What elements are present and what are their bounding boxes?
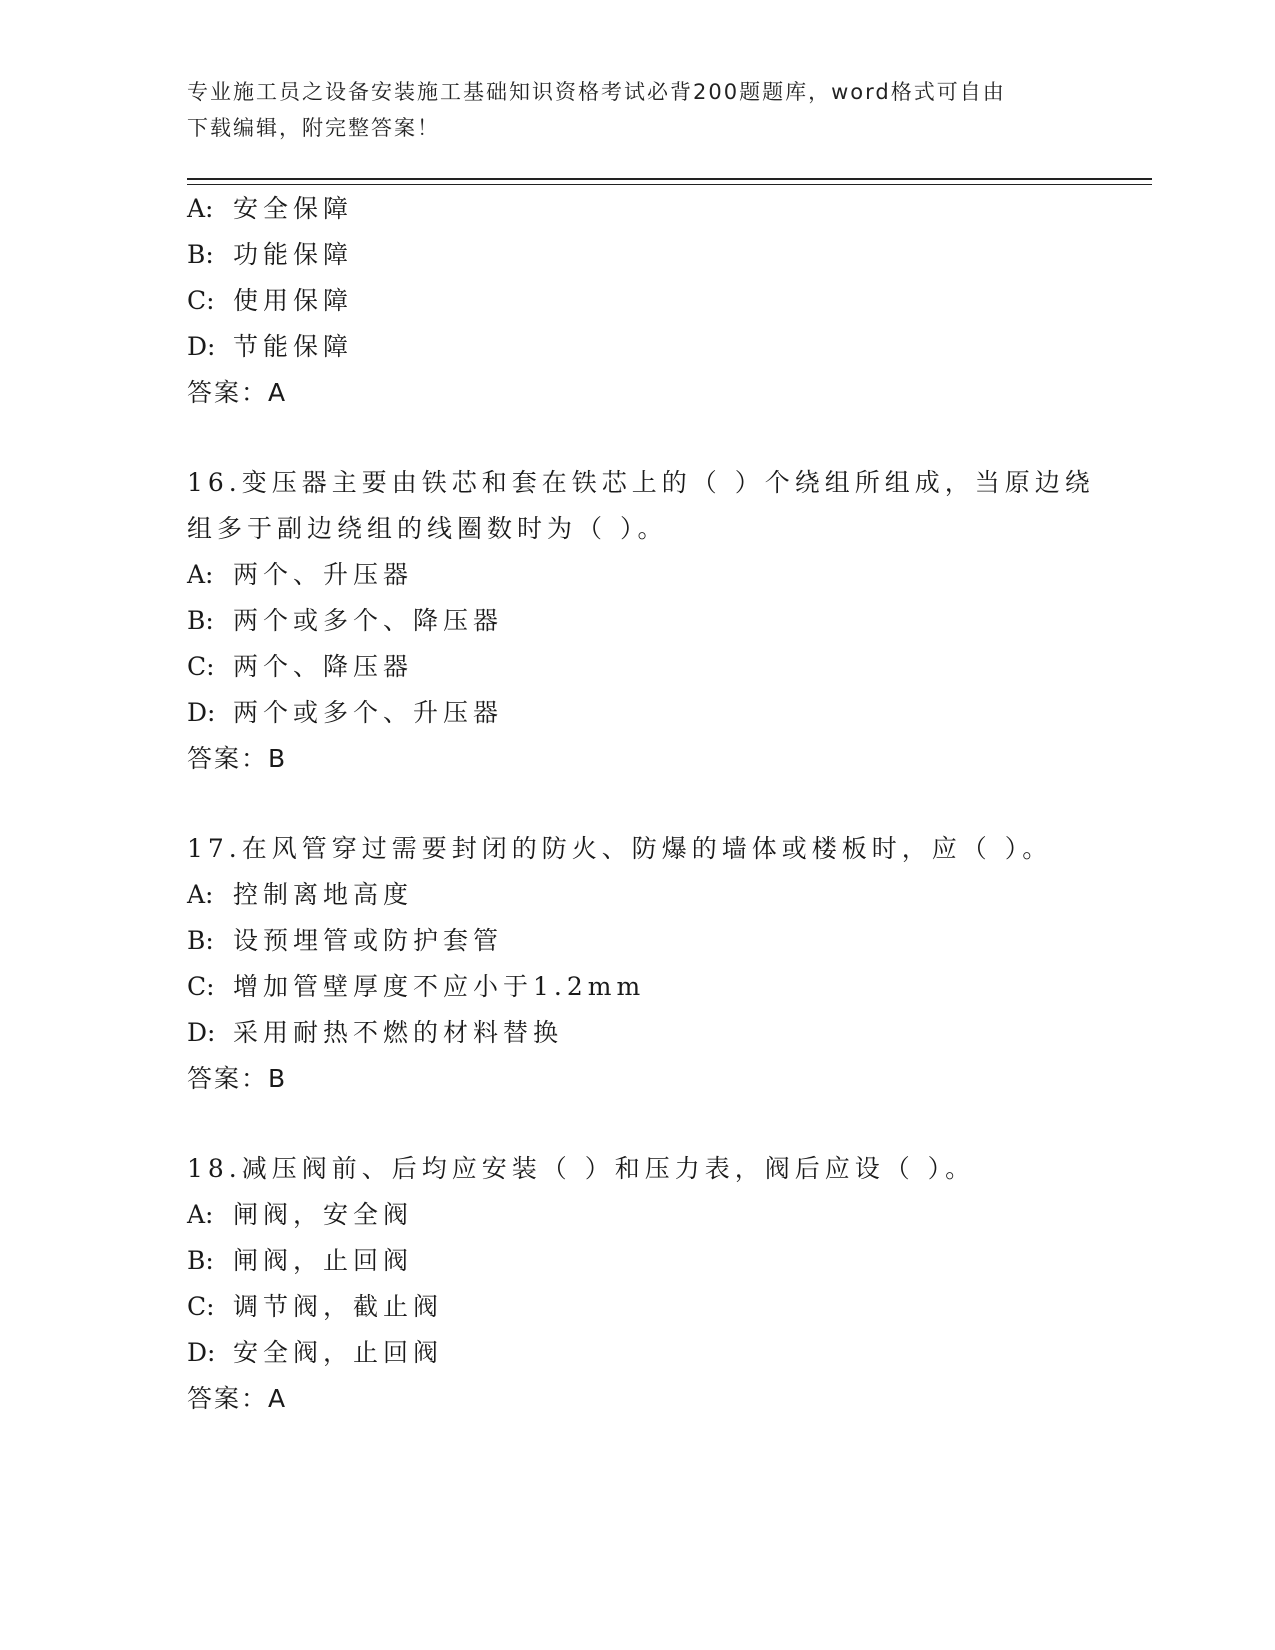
option-b: B: 两个或多个、降压器 xyxy=(187,606,504,635)
option-c: C: 调节阀，截止阀 xyxy=(187,1292,444,1321)
option-c: C: 增加管壁厚度不应小于1.2mm xyxy=(187,972,646,1001)
question-text-line-1: 18.减压阀前、后均应安装（ ）和压力表，阀后应设（ ）。 xyxy=(187,1154,976,1183)
header-line-1: 专业施工员之设备安装施工基础知识资格考试必背200题题库，word格式可自由 xyxy=(187,80,1006,104)
answer-line: 答案：B xyxy=(187,1064,288,1093)
option-d: D: 两个或多个、升压器 xyxy=(187,698,504,727)
question-block-15 xyxy=(187,186,1087,416)
question-block-16 xyxy=(187,460,1095,782)
header-divider-thick xyxy=(187,178,1152,180)
option-d: D: 节能保障 xyxy=(187,332,354,361)
header-divider-thin xyxy=(187,184,1152,185)
option-b: B: 设预埋管或防护套管 xyxy=(187,926,504,955)
answer-line: 答案：B xyxy=(187,744,288,773)
option-a: A: 两个、升压器 xyxy=(187,560,414,589)
question-text-line-1: 16.变压器主要由铁芯和套在铁芯上的（ ）个绕组所组成，当原边绕 xyxy=(187,468,1095,497)
question-block-17 xyxy=(187,826,1087,1102)
question-block-18 xyxy=(187,1146,1087,1422)
question-text-line-2: 组多于副边绕组的线圈数时为（ ）。 xyxy=(187,514,668,543)
option-b: B: 功能保障 xyxy=(187,240,354,269)
question-text-line-1: 17.在风管穿过需要封闭的防火、防爆的墙体或楼板时，应（ ）。 xyxy=(187,834,1053,863)
option-a: A: 闸阀，安全阀 xyxy=(187,1200,414,1229)
header-line-2: 下载编辑，附完整答案！ xyxy=(187,116,440,140)
question-list xyxy=(187,186,1095,1422)
option-a: A: 控制离地高度 xyxy=(187,880,414,909)
option-d: D: 安全阀，止回阀 xyxy=(187,1338,444,1367)
answer-line: 答案：A xyxy=(187,378,288,407)
option-c: C: 使用保障 xyxy=(187,286,354,315)
option-d: D: 采用耐热不燃的材料替换 xyxy=(187,1018,564,1047)
option-c: C: 两个、降压器 xyxy=(187,652,414,681)
option-b: B: 闸阀，止回阀 xyxy=(187,1246,414,1275)
document-header xyxy=(187,74,1067,146)
option-a: A: 安全保障 xyxy=(187,194,354,223)
answer-line: 答案：A xyxy=(187,1384,288,1413)
